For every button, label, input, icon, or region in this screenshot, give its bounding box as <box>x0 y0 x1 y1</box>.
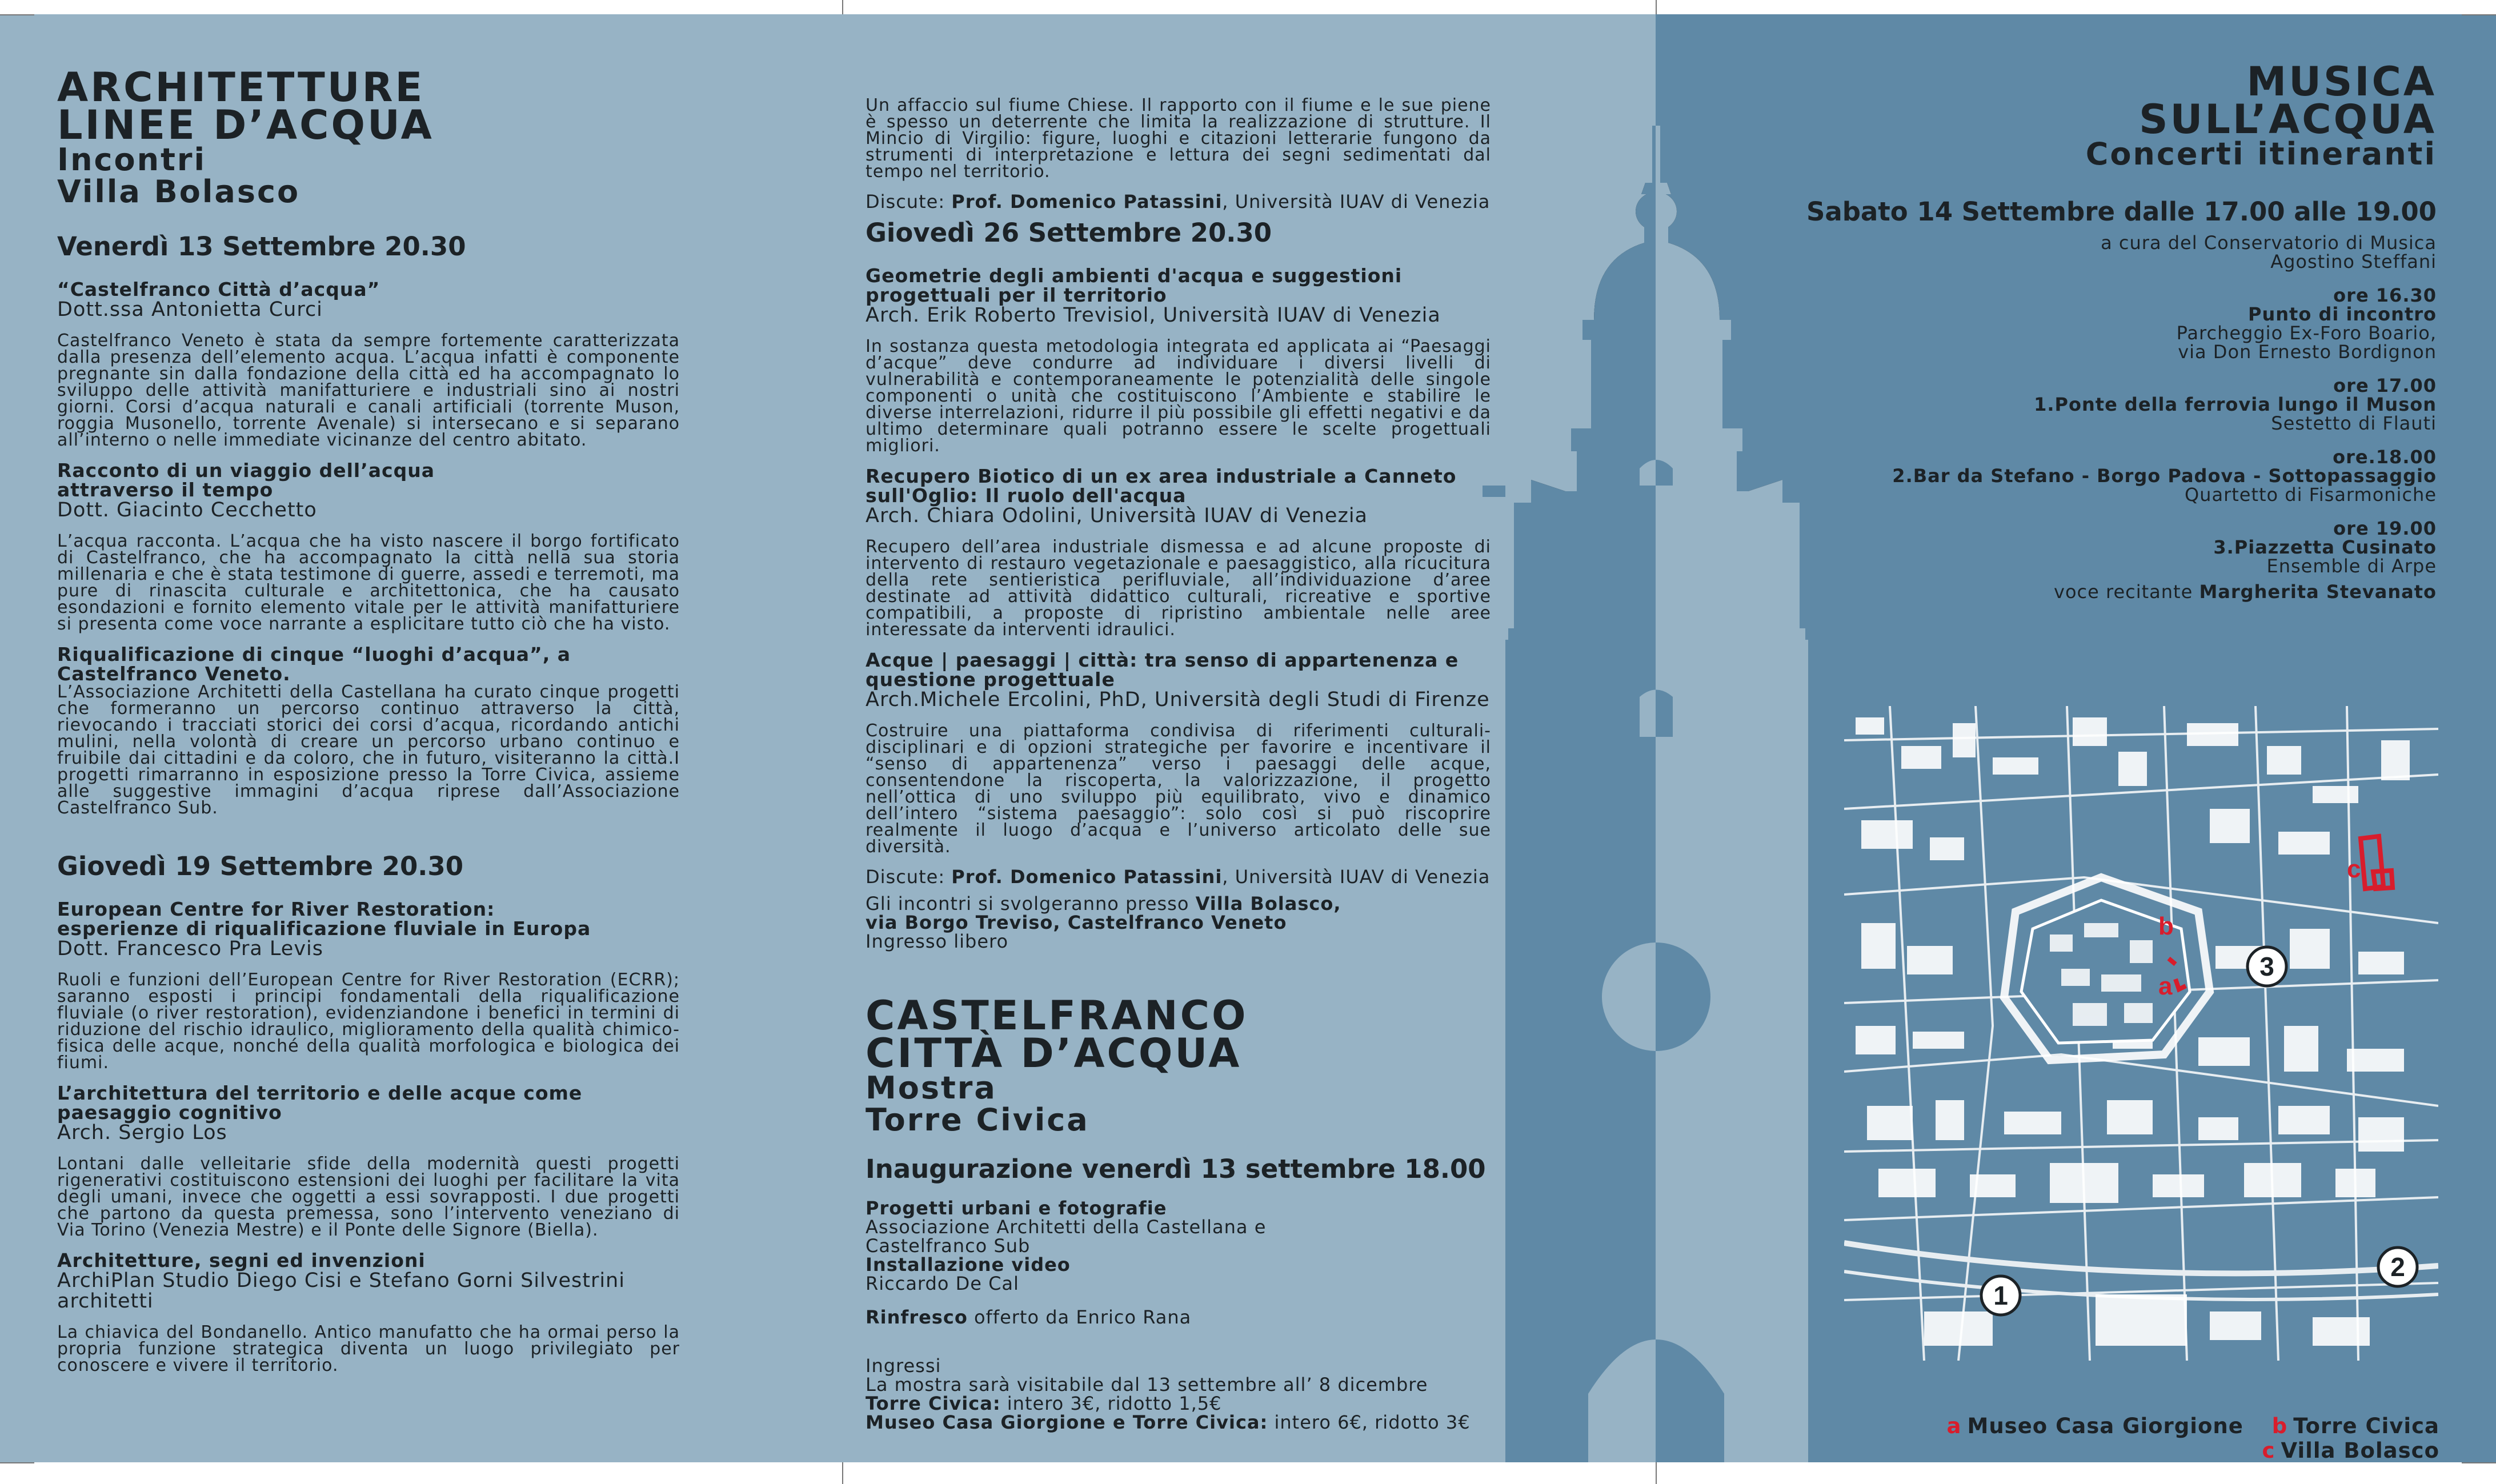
refreshment-label: Rinfresco <box>866 1306 968 1328</box>
venue-line <box>866 895 1491 913</box>
venue-name: Villa Bolasco, <box>1195 893 1341 915</box>
legend-item-museo <box>1947 1414 2243 1438</box>
crop-mark <box>842 0 843 14</box>
talk-description: Ruoli e funzioni dell’European Centre for River Restoration (ECRR); saranno esposti i principi fondamentali della riqualificazione fluviale (o river restoration), evidenziandone i benefici in termini di riduzione del rischio idraulico, miglioramento della qualità chimico-fisica delle acque, nonché della qualità morfologica e biologica dei fiumi. <box>57 970 680 1073</box>
map-marker-a: a <box>2158 972 2173 1000</box>
stop-detail: Parcheggio Ex-Foro Boario, <box>2176 322 2437 344</box>
discussant-label: Discute: <box>866 191 945 212</box>
date-heading-26-sept: Giovedì 26 Settembre 20.30 <box>866 218 1272 248</box>
discussant-affiliation: , Università IUAV di Venezia <box>1222 191 1491 212</box>
concerts-subtitle: Concerti itineranti <box>2085 136 2437 172</box>
talk-title-cont: attraverso il tempo <box>57 479 274 501</box>
talk-title: Recupero Biotico di un ex area industriale a Canneto <box>866 465 1457 487</box>
talk-description: Castelfranco Veneto è stata da sempre fortemente caratterizzata dalla presenza dell’elemento acqua. L’acqua infatti è componente pregnante sin dalla fondazione della città ed ha accompagnato lo sviluppo delle attività manifatturiere e industriali sino ai nostri giorni. Corsi d’acqua naturali e canali artificiali (torrente Muson, roggia Musonello, torrente Avenale) si intersecano e si separano all’interno o nelle immediate vicinanze del centro abitato. <box>57 331 680 450</box>
talk-description: Un affaccio sul fiume Chiese. Il rapporto con il fiume e le sue piene è spesso un deterrente che limita la realizzazione di strutture. Il Mincio di Virgilio: figure, luoghi e citazioni letterarie fungono da strumenti di interpretazione e lettura dei segni sedimentati dal tempo nel territorio. <box>866 95 1491 182</box>
talk-description: Recupero dell’area industriale dismessa e ad alcune proposte di intervento di restauro vegetazionale e paesaggistico, alla ricucitura della rete sentieristica perifluviale, all’individuazione d’aree destinate ad attività didattico culturali, ricreative e sportive compatibili, a proposte di ripristino ambientale nelle aree interessate da interventi idraulici. <box>866 537 1491 640</box>
ticket-price-text: intero 3€, ridotto 1,5€ <box>1000 1393 1222 1414</box>
exhibition-dates: La mostra sarà visitabile dal 13 settembre all’ 8 dicembre <box>866 1374 1428 1395</box>
talk-speaker: Arch. Chiara Odolini, Università IUAV di Venezia <box>866 504 1368 527</box>
talk-title-cont: sull'Oglio: Il ruolo dell'acqua <box>866 484 1187 507</box>
inauguration-heading: Inaugurazione venerdì 13 settembre 18.00 <box>866 1154 1486 1184</box>
talk-title: L’architettura del territorio e delle acque come <box>57 1082 583 1104</box>
conferences-title-line1: ARCHITETTURE <box>57 64 425 111</box>
talk-speaker: Dott. Francesco Pra Levis <box>57 937 324 960</box>
ticket-label-museum: Museo Casa Giorgione e Torre Civica: <box>866 1411 1268 1433</box>
crop-mark <box>2462 14 2496 15</box>
ticket-label-tower: Torre Civica: <box>866 1393 1001 1414</box>
talk-title-cont: progettuali per il territorio <box>866 284 1167 306</box>
exhibition-title-line1: CASTELFRANCO <box>866 992 1248 1039</box>
discussant-name: Prof. Domenico Patassini <box>951 866 1223 888</box>
stop-place: 1.Ponte della ferrovia lungo il Muson <box>2034 394 2437 415</box>
map-stop-3: 3 <box>2259 952 2274 981</box>
legend-letter: a <box>1946 1414 1962 1438</box>
ticket-price-museum <box>866 1413 1491 1432</box>
stop-place: 3.Piazzetta Cusinato <box>2213 536 2437 558</box>
talk-description: La chiavica del Bondanello. Antico manufatto che ha ormai perso la propria funzione strategica diventa un luogo privilegiato per conoscere e vivere il territorio. <box>57 1322 680 1375</box>
talk-description: Lontani dalle velleitarie sfide della modernità questi progetti rigenerativi costituiscono estensioni dei luoghi per facilitare la vita degli umani, invece che oggetti a essi sovrapposti. I due progetti che partono da questa premessa, sono l’intervento veneziano di Via Torino (Venezia Mestre) e il Ponte delle Signore (Biella). <box>57 1154 680 1240</box>
video-author: Riccardo De Cal <box>866 1273 1019 1294</box>
legend-item-villa <box>2262 1438 2439 1463</box>
date-heading-19-sept: Giovedì 19 Settembre 20.30 <box>57 851 464 881</box>
discussant-line <box>866 868 1491 887</box>
talk-title: Geometrie degli ambienti d'acqua e suggestioni <box>866 264 1403 287</box>
crop-mark <box>0 14 34 15</box>
talk-title-cont: questione progettuale <box>866 668 1115 691</box>
organizer-line: a cura del Conservatorio di Musica <box>2101 232 2437 254</box>
talk-title-cont: Castelfranco Veneto. <box>57 663 291 685</box>
talk-title-cont: esperienze di riqualificazione fluviale in Europa <box>57 917 591 940</box>
concerts-column <box>1771 58 2437 603</box>
discussant-line <box>866 192 1491 211</box>
legend-letter: c <box>2262 1438 2275 1463</box>
stop-place: Punto di incontro <box>2248 303 2437 325</box>
venue-address: via Borgo Treviso, Castelfranco Veneto <box>866 912 1287 933</box>
exhibition-subtitle-line1: Mostra <box>866 1070 997 1106</box>
legend-label: Museo Casa Giorgione <box>1967 1414 2243 1438</box>
stop-detail: via Don Ernesto Bordignon <box>2178 341 2437 363</box>
talk-description: In sostanza questa metodologia integrata ed applicata ai “Paesaggi d’acque” deve condurre ad individuare i diversi livelli di vulnerabilità e contemporaneamente le potenzialità delle singole componenti o unità che costituiscono l’Ambiente e stabilire le diverse interrelazioni, ridurre il più possibile gli effetti negativi e da ultimo determinare quali potranno essere le scelte progettuali migliori. <box>866 336 1491 456</box>
talk-title: Acque | paesaggi | città: tra senso di appartenenza e <box>866 649 1459 671</box>
projects-author-cont: Castelfranco Sub <box>866 1235 1031 1257</box>
talk-title: Architetture, segni ed invenzioni <box>57 1249 426 1272</box>
map-marker-b: b <box>2158 912 2174 940</box>
map-stop-2: 2 <box>2390 1252 2405 1282</box>
map-marker-c: c <box>2347 855 2361 883</box>
talk-speaker: Arch. Sergio Los <box>57 1121 227 1144</box>
talk-speaker: Arch.Michele Ercolini, PhD, Università degli Studi di Firenze <box>866 688 1490 711</box>
video-label: Installazione video <box>866 1254 1071 1276</box>
venue-text: Gli incontri si svolgeranno presso <box>866 893 1196 915</box>
talk-title: “Castelfranco Città d’acqua” <box>57 278 380 300</box>
talk-speaker: ArchiPlan Studio Diego Cisi e Stefano Gorni Silvestrini <box>57 1269 625 1292</box>
legend-letter: b <box>2271 1414 2288 1438</box>
narrator-line <box>1771 583 2437 601</box>
projects-author: Associazione Architetti della Castellana e <box>866 1216 1267 1238</box>
stop-time: ore 16.30 <box>2333 284 2437 306</box>
exhibition-title-line2: CITTÀ D’ACQUA <box>866 1030 1242 1077</box>
projects-label: Progetti urbani e fotografie <box>866 1197 1167 1219</box>
refreshment-line <box>866 1308 1491 1327</box>
concert-date-heading: Sabato 14 Settembre dalle 17.00 alle 19.00 <box>1806 196 2437 227</box>
conferences-subtitle-line2: Villa Bolasco <box>57 174 301 210</box>
talk-speaker: Dott. Giacinto Cecchetto <box>57 499 317 522</box>
talk-description: L’acqua racconta. L’acqua che ha visto nascere il borgo fortificato di Castelfranco, che ha accompagnato la città nella sua storia millenaria e che è stata testimone di guerre, assedi e terremoti, ma pure di rinascita culturale e architettonica, che ha causato esondazioni e fornito elemento vitale per le attività manifatturiere si presenta come voce narrante a esplicitare tutto ciò che ha visto. <box>57 531 680 634</box>
discussant-name: Prof. Domenico Patassini <box>951 191 1223 212</box>
talk-title: Riqualificazione di cinque “luoghi d’acqua”, a <box>57 643 571 665</box>
town-map-drawing <box>1844 706 2438 1361</box>
ticket-price-text: intero 6€, ridotto 3€ <box>1268 1411 1471 1433</box>
narrator-label: voce recitante <box>2054 581 2199 603</box>
stop-place: 2.Bar da Stefano - Borgo Padova - Sottopassaggio <box>1892 465 2437 487</box>
date-heading-13-sept: Venerdì 13 Settembre 20.30 <box>57 231 466 262</box>
crop-mark <box>842 1462 843 1484</box>
legend-item-torre <box>2272 1414 2439 1438</box>
refreshment-text: offerto da Enrico Rana <box>967 1306 1192 1328</box>
talk-description: Costruire una piattaforma condivisa di riferimenti culturali-disciplinari e di opzioni strategiche per favorire e incentivare il “senso di appartenenza” verso i paesaggi delle acque, consentendone la riscoperta, la valorizzazione, il progetto nell’ottica di uno sviluppo più equilibrato, vivo e dinamico dell’intero “sistema paesaggio”: solo così si può riscoprire realmente il luogo d’acqua e l’universo articolato delle sue diversità. <box>866 721 1491 857</box>
map-legend <box>1834 1414 2439 1463</box>
stop-ensemble: Ensemble di Arpe <box>2266 555 2437 577</box>
tickets-heading: Ingressi <box>866 1355 941 1377</box>
stop-ensemble: Quartetto di Fisarmoniche <box>2184 484 2437 506</box>
conferences-subtitle-line1: Incontri <box>57 142 207 178</box>
stop-ensemble: Sestetto di Flauti <box>2271 412 2437 434</box>
concerts-title-line2: SULL’ACQUA <box>2139 96 2437 143</box>
legend-label: Torre Civica <box>2293 1414 2439 1438</box>
exhibition-subtitle-line2: Torre Civica <box>866 1102 1089 1138</box>
talk-description: L’Associazione Architetti della Castellana ha curato cinque progetti che formeranno un percorso continuo attraverso la città, rievocando i tracciati storici dei corsi d’acqua, ricordando antichi mulini, nella volontà di creare un percorso urbano continuo e fruibile dai cittadini e da coloro, che in futuro, visiteranno la città.I progetti rimarranno in esposizione presso la Torre Civica, assieme alle suggestive immagini d’acqua riprese dall’Associazione Castelfranco Sub. <box>57 682 680 818</box>
conferences-column <box>57 64 680 1386</box>
stop-time: ore.18.00 <box>2333 446 2437 468</box>
ticket-price-tower <box>866 1394 1491 1413</box>
talk-speaker-cont: architetti <box>57 1290 154 1313</box>
town-map <box>1844 706 2438 1361</box>
crop-mark <box>2462 1462 2496 1463</box>
talk-title-cont: paesaggio cognitivo <box>57 1101 282 1124</box>
organizer-name: Agostino Steffani <box>2270 251 2437 272</box>
talk-speaker: Dott.ssa Antonietta Curci <box>57 298 323 321</box>
crop-mark <box>0 1462 34 1463</box>
map-stop-1: 1 <box>1993 1281 2008 1310</box>
venue-entry: Ingresso libero <box>866 930 1009 952</box>
talk-speaker: Arch. Erik Roberto Trevisiol, Università IUAV di Venezia <box>866 304 1441 327</box>
discussant-affiliation: , Università IUAV di Venezia <box>1222 866 1491 888</box>
talk-title: Racconto di un viaggio dell’acqua <box>57 459 435 482</box>
concerts-title-line1: MUSICA <box>2246 58 2437 105</box>
middle-column <box>866 97 1491 1432</box>
narrator-name: Margherita Stevanato <box>2199 581 2437 603</box>
discussant-label: Discute: <box>866 866 945 888</box>
stop-time: ore 19.00 <box>2333 518 2437 539</box>
stop-time: ore 17.00 <box>2333 375 2437 396</box>
talk-title: European Centre for River Restoration: <box>57 898 495 920</box>
conferences-title-line2: LINEE D’ACQUA <box>57 102 434 149</box>
legend-label: Villa Bolasco <box>2281 1438 2439 1463</box>
